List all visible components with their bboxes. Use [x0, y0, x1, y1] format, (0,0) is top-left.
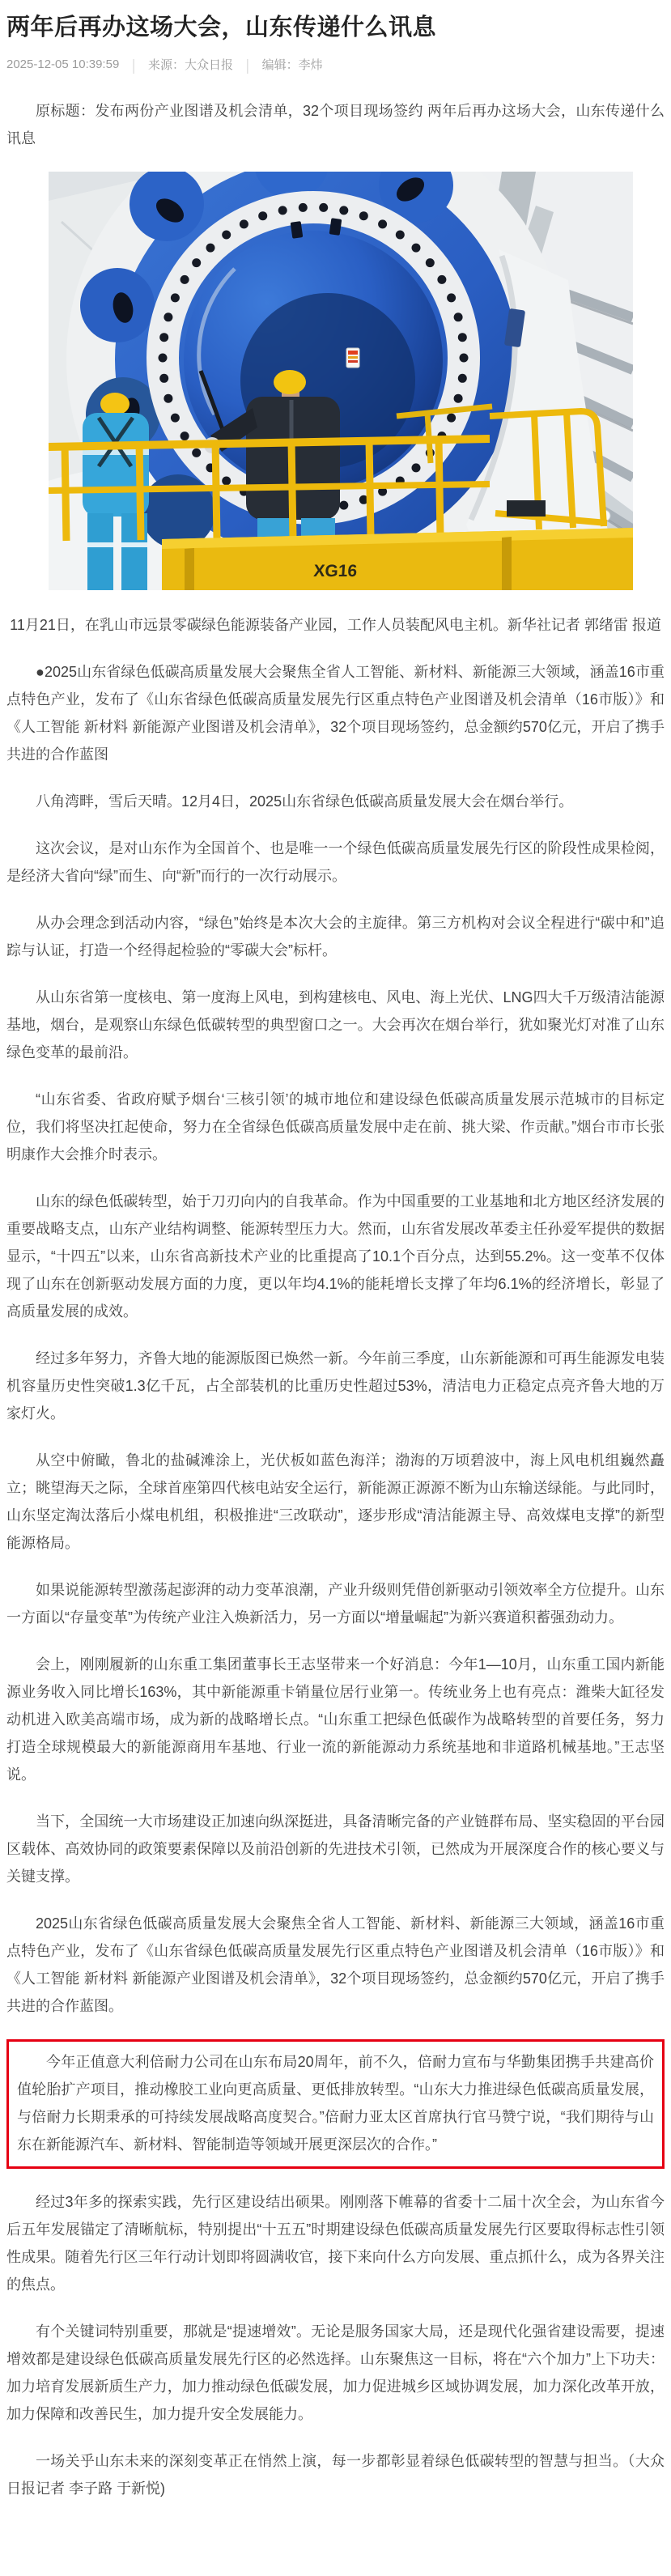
meta-separator: | — [132, 55, 135, 74]
article-paragraph: “山东省委、省政府赋予烟台‘三核引领’的城市地位和建设绿色低碳高质量发展示范城市的目标定位，我们将坚决扛起使命，努力在全省绿色低碳高质量发展中走在前、挑大梁、作贡献。”烟台市市长张明康作大会推介时表示。 — [6, 1091, 665, 1163]
article-paragraph: 如果说能源转型激荡起澎湃的动力变革浪潮，产业升级则凭借创新驱动引领效率全方位提升。山东一方面以“存量变革”为传统产业注入焕新活力，另一方面以“增量崛起”为新兴赛道积蓄强劲动力。 — [6, 1582, 665, 1626]
article-paragraph: 当下，全国统一大市场建设正加速向纵深挺进，具备清晰完备的产业链群布局、坚实稳固的平台园区载体、高效协同的政策要素保障以及前沿创新的先进技术引领，已然成为开展深度合作的核心要义与关键支撑。 — [6, 1813, 665, 1885]
article-paragraphs — [6, 658, 665, 2502]
article-paragraph: 经过多年努力，齐鲁大地的能源版图已焕然一新。今年前三季度，山东新能源和可再生能源发电装机容量历史性突破1.3亿千瓦，占全部装机的比重历史性超过53%，清洁电力正稳定点亮齐鲁大地的万家灯火。 — [6, 1350, 665, 1422]
lift-model-label: XG16 — [312, 562, 358, 580]
safety-helmet — [100, 393, 130, 415]
editor-label: 编辑：李炜 — [261, 58, 323, 72]
safety-helmet — [274, 370, 306, 394]
article-paragraph: 经过3年多的探索实践，先行区建设结出硕果。刚刚落下帷幕的省委十二届十次全会，为山东省今后五年发展锚定了清晰航标，特别提出“十五五”时期建设绿色低碳高质量发展先行区要取得标志性引领性成果。随着先行区三年行动计划即将圆满收官，接下来向什么方向发展、重点抓什么，成为各界关注的焦点。 — [6, 2194, 665, 2293]
article-meta — [6, 56, 665, 73]
page-title: 两年后再办这场大会，山东传递什么讯息 — [6, 15, 437, 40]
article-paragraph: 这次会议，是对山东作为全国首个、也是唯一一个绿色低碳高质量发展先行区的阶段性成果检阅，是经济大省向“绿”而生、向“新”而行的一次行动展示。 — [6, 840, 665, 884]
source-label: 来源：大众日报 — [147, 58, 233, 72]
article-page — [0, 11, 671, 2543]
highlight-red-box — [6, 2039, 665, 2169]
article-paragraph: 有个关键词特别重要，那就是“提速增效”。无论是服务国家大局，还是现代化强省建设需要，提速增效都是建设绿色低碳高质量发展先行区的必然选择。山东聚焦这一目标，将在“六个加力”上下功夫：加力培育发展新质生产力，加力推动绿色低碳发展，加力促进城乡区域协调发展，加力深化改革开放，加力保障和改善民生，加力提升安全发展能力。 — [6, 2323, 665, 2422]
article-paragraph: 从办会理念到活动内容，“绿色”始终是本次大会的主旋律。第三方机构对会议全程进行“碳中和”追踪与认证，打造一个经得起检验的“零碳大会”标杆。 — [6, 915, 665, 959]
highlighted-paragraph: 今年正值意大利倍耐力公司在山东布局20周年，前不久，倍耐力宣布与华勤集团携手共建高价值轮胎扩产项目，推动橡胶工业向更高质量、更低排放转型。“山东大力推进绿色低碳高质量发展，与倍耐力长期秉承的可持续发展战略高度契合。”倍耐力亚太区首席执行官马赞宁说，“我们期待与山东在新能源汽车、新材料、智能制造等领域开展更深层次的合作。” — [17, 2054, 654, 2153]
article-paragraph: 从空中俯瞰，鲁北的盐碱滩涂上，光伏板如蓝色海洋；渤海的万顷碧波中，海上风电机组巍然矗立；眺望海天之际，全球首座第四代核电站安全运行，新能源正源源不断为山东输送绿能。与此同时，山东坚定淘汰落后小煤电机组，积极推进“三改联动”，逐步形成“清洁能源主导、高效煤电支撑”的新型能源格局。 — [6, 1452, 665, 1551]
article-photo-figure — [6, 172, 665, 639]
article-paragraph: 从山东省第一度核电、第一度海上风电，到构建核电、风电、海上光伏、LNG四大千万级清洁能源基地，烟台，是观察山东绿色低碳转型的典型窗口之一。大会再次在烟台举行，犹如聚光灯对准了山东绿色变革的最前沿。 — [6, 989, 665, 1061]
article-paragraph: 会上，刚刚履新的山东重工集团董事长王志坚带来一个好消息：今年1—10月，山东重工国内新能源业务收入同比增长163%，其中新能源重卡销量位居行业第一。传统业务上也有亮点：潍柴大缸径发动机进入欧美高端市场，成为新的战略增长点。“山东重工把绿色低碳作为战略转型的首要任务，努力打造全球规模最大的新能源商用车基地、行业一流的新能源动力系统基地和非道路机械基地。”王志坚说。 — [6, 1656, 665, 1783]
article-paragraph: ●2025山东省绿色低碳高质量发展大会聚焦全省人工智能、新材料、新能源三大领域，涵盖16市重点特色产业，发布了《山东省绿色低碳高质量发展先行区重点特色产业图谱及机会清单（16市版）》和《人工智能 新材料 新能源产业图谱及机会清单》，32个项目现场签约，总金额约570亿元，开启了携手共进的合作蓝图 — [6, 664, 665, 763]
article-photo — [49, 172, 633, 590]
photo-caption: 11月21日，在乳山市远景零碳绿色能源装备产业园，工作人员装配风电主机。新华社记者 郭绪雷 报道 — [10, 617, 661, 633]
article-paragraph: 八角湾畔，雪后天晴。12月4日，2025山东省绿色低碳高质量发展大会在烟台举行。 — [36, 793, 574, 810]
meta-separator: | — [245, 55, 249, 74]
article-paragraph: 2025山东省绿色低碳高质量发展大会聚焦全省人工智能、新材料、新能源三大领域，涵盖16市重点特色产业，发布了《山东省绿色低碳高质量发展先行区重点特色产业图谱及机会清单（16市版）》和《人工智能 新材料 新能源产业图谱及机会清单》，32个项目现场签约，总金额约570亿元，开启了携手共进的合作蓝图。 — [6, 1915, 665, 2014]
article-paragraph: 山东的绿色低碳转型，始于刀刃向内的自我革命。作为中国重要的工业基地和北方地区经济发展的重要战略支点，山东产业结构调整、能源转型压力大。然而，山东省发展改革委主任孙爱军提供的数据显示，“十四五”以来，山东省高新技术产业的比重提高了10.1个百分点，达到55.2%。这一变革不仅体现了山东在创新驱动发展方面的力度，更以年均4.1%的能耗增长支撑了年均6.1%的经济增长，彰显了高质量发展的成效。 — [6, 1193, 665, 1320]
article-body — [6, 97, 665, 2502]
article-paragraph: 一场关乎山东未来的深刻变革正在悄然上演，每一步都彰显着绿色低碳转型的智慧与担当。（大众日报记者 李子路 于新悦) — [6, 2453, 665, 2497]
publish-datetime: 2025-12-05 10:39:59 — [6, 57, 120, 71]
hub-sticker — [346, 348, 359, 368]
article-lead-paragraph: 原标题：发布两份产业图谱及机会清单，32个项目现场签约 两年后再办这场大会，山东传递什么讯息 — [6, 103, 665, 147]
lift-control-box — [507, 500, 546, 516]
